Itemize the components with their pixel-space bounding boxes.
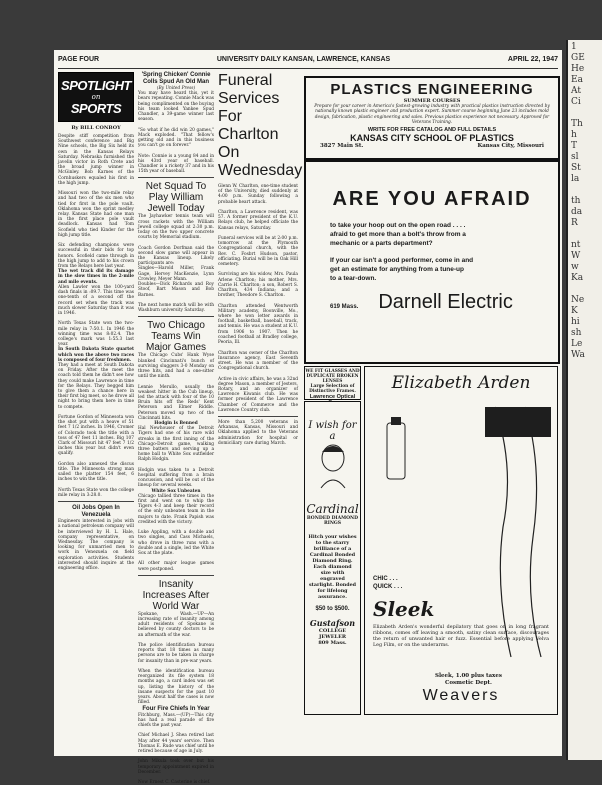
cardinal-price: $50 to $500. — [305, 606, 360, 612]
newspaper-page — [54, 50, 562, 756]
masthead — [58, 56, 558, 69]
net-squad-headline: Net Squad To Play William Jewell Today — [138, 181, 214, 214]
connie-credit: (By United Press) — [138, 86, 214, 91]
column-two — [138, 72, 214, 750]
sports-bold-para: The wet track did its damage in the slow times in the 2-mile and mile events. — [58, 269, 134, 285]
cardinal-sub: BONDED DIAMOND RINGS — [305, 516, 360, 526]
divider — [138, 575, 214, 576]
sox-subhead: White Sox Unbeaten — [138, 489, 214, 494]
arden-description: Elizabeth Arden's wonderful depilatory that goes on in long fragrant ribbons, comes off leaving a smooth, satiny clean surface, discourages the return of unwanted hair or fuzz. Essential before applying Velva Leg Film, or on the underarms. — [373, 625, 549, 649]
arden-chic: CHIC . . . QUICK . . . — [373, 575, 402, 591]
optical-name: Lawrence Optical — [305, 394, 360, 406]
arden-ad — [364, 366, 558, 715]
darnell-p2: If your car isn't a good performer, come in and get an estimate for anything from a tune-up to a tear-down. — [306, 256, 558, 283]
arden-sleek: Sleek — [373, 597, 434, 621]
insanity-body: Spokane, Wash.—UP—An increasing rate of insanity among adult residents of Spokane is believed by county doctors to be an aftermath of the war. The police identification bureau reports that 18 times as many persons are to be taken in charge for insanity than in pre-war years. When the identification bureau reorganized its file system 18 months ago, a card index was set up, listing the history of the insane suspects for the past 10 years. About half the cases is now filled. — [138, 612, 214, 706]
plastics-sub: SUMMER COURSES — [306, 98, 558, 104]
divider — [138, 177, 214, 178]
logo-on: on — [92, 93, 101, 101]
insanity-headline: Insanity Increases After World War — [138, 579, 214, 612]
page-number: PAGE FOUR — [58, 56, 99, 66]
plastics-address-row — [306, 143, 558, 149]
divider — [218, 416, 298, 417]
plastics-city: Kansas City, Missouri — [477, 143, 544, 149]
darnell-address: 619 Mass. — [330, 304, 358, 310]
gustafson-address: COLLEGE JEWELER 809 Mass. — [305, 628, 360, 646]
plastics-school: KANSAS CITY SCHOOL OF PLASTICS — [306, 133, 558, 143]
adjacent-page-edge — [566, 40, 602, 760]
model-legs-image — [455, 407, 551, 657]
connie-body: You may have heard this, yet it bears repeating. Connie Mack was being complimented on the buying his team looked Yankee Spud Chandler, a 39-game winner last season. "So what if he did win 20 games," Mack exploded. "That fellow's getting old and in this business you can't go on forever." Note: Connie is a young 84 and in his 43rd year of baseball. Chandler is a rickety 37 and in his 15th year of baseball. — [138, 91, 214, 174]
plastics-address: 3827 Main St. — [320, 143, 363, 149]
paper-name: UNIVERSITY DAILY KANSAN, LAWRENCE, KANSAS — [217, 56, 390, 66]
column-sports — [58, 72, 134, 750]
arden-logo: Elizabeth Arden — [365, 373, 557, 393]
optical-ad — [304, 366, 361, 400]
darnell-title: ARE YOU AFRAID — [306, 188, 558, 211]
sports-body-3: They had a meet at South Dakota on Friday. After the meet the coach told them he didn't see how they could make Lawrence in time for the Relays. They begged him to give them a chance here in their first big meet, so he drove all night to bring them here in time to compete. Fortune Gordon of Minnesota won the shot put with a heave of 51 feet 7 1/2 inches. In 1946, Cromer of Colorado took the title with a toss of 47 feet 11 inches. Big 107 Clark of Missouri hit 47 feet 7 1/2 inches this year but didn't even qualify. Gordon also annexed the discus title. The Minnesota strong man sailed the platter 154 feet, 6 inches to win the title. North Texas State won the college mile relay in 3:28.0. — [58, 363, 134, 498]
sports-bold-para-2: In South Dakota State quartet which won the above two races is composed of four freshmen. — [58, 347, 134, 363]
gustafson-wish: I wish for a — [305, 420, 360, 442]
sox-body: Chicago tallied three times in the first and went on to whip the Tigers 4-3 and keep their record of the only unbeaten team in the majors to date. Frank Papish was credited with the victory. Luke Appling, with a double and two singles, and Cass Michaels, who drove in three runs with a double and a single, led the White Sox at the plate. All other major league games were postponed. — [138, 494, 214, 572]
chicago-headline: Two Chicago Teams Win Major Games — [138, 320, 214, 353]
sports-body-2: Allen Lawler won the 100-yard dash finals in :09.7. This time was one-tenth of a second off the record set when the track was much slower Saturday than it was in 1946. North Texas State won the two-mile relay in 7:50.1. In 1946 the winning time was 8:02.4. The college's mark was 1:55.3 last year. — [58, 285, 134, 347]
logo-sports: SPORTS — [71, 101, 121, 116]
divider — [58, 501, 134, 502]
plastics-ad — [304, 76, 560, 160]
issue-date: APRIL 22, 1947 — [508, 56, 558, 66]
cardinal-text: Hitch your wishes to the starry brilliance of a Cardinal Bonded Diamond Ring. Each diamond size with engraved starlight. Bonded for lifelong assurance. — [305, 534, 360, 600]
oil-body: Engineers interested in jobs with a national petroleum company will be interviewed by H. L. Hale, company representative, on Wednesday. The company is looking for unmarried men to work in Venezuela on field exploration activities. Students interested should inquire at the engineering office. — [58, 519, 134, 571]
arden-price: Sleek, 1.00 plus taxes Cosmetic Dept. — [435, 673, 502, 687]
fire-chiefs-body: Fitchburg, Mass.—(UP)—This city has had a real parade of fire chiefs the past year. Chief Michael J. Shea retired last May after 44 years' service. Then Thomas E. Rude was chief until he retired because of age in July. John Mikula took over but his temporary appointment expired in December. Now Ernest C. Casterine is chief. — [138, 713, 214, 785]
woman-portrait-image — [315, 442, 351, 488]
logo-spotlight: SPOTLIGHT — [61, 78, 131, 93]
funeral-headline: Funeral Services For Charlton On Wednesday — [218, 72, 298, 180]
darnell-p1: to take your hoop out on the open road . . . . afraid to get more than a bolt's throw from a mechanic or a parts department? — [306, 221, 558, 248]
divider — [138, 316, 214, 317]
net-squad-lineup: Singles—Harold Miller, Frank Gage, Hervey MacKenzie, Lynn Crowley, Meyer Mann. Doubles—Dick Richards and Roy Stoof, Bart Mason and Bob Barnes. The next home match will be with Washburn university Saturday. — [138, 266, 214, 313]
hodgin-body: Hal Newhouser of the Detroit Tigers had one of his rare wild streaks in the first inning of the Chicago-Detroit game, walking three batters and serving up a home ball to White Sox outfielder Ralph Hodgin. Hodgin was taken to a Detroit hospital suffering from a brain concussion, and will be out of the lineup for several weeks. — [138, 426, 214, 488]
darnell-ad — [304, 160, 560, 364]
oil-headline: Oil Jobs Open In Venezuela — [58, 505, 134, 519]
arden-store: Weavers — [365, 687, 557, 705]
plastics-title: PLASTICS ENGINEERING — [306, 81, 558, 98]
chicago-body: The Chicago Cubs' Hank Wyse blanked Cincinnati's bunch of surviving sluggers 3-0 Monday on three hits, and had a one-sitter until the ninth. Lennie Merullo, usually the weakest hitter in the Cub lineup, led the attack with four of the 10 Bruin hits off the Reds' Kent Peterson and Elmer Riddle. Peterson moved up two of the Cincinnati hits. — [138, 353, 214, 421]
column-three — [218, 72, 298, 750]
hodgin-subhead: Hodgin Is Benned — [138, 421, 214, 426]
cardinal-logo: Cardinal — [305, 502, 360, 516]
fire-chiefs-headline: Four Fire Chiefs In Year — [138, 706, 214, 713]
optical-text: WE FIT GLASSES AND DUPLICATE BROKEN LENSES Large Selection of Distinctive Frames. — [305, 367, 360, 394]
veterans-body: More than 5,200 veterans in Arkansas, Kansas, Missouri and Oklahoma applied to the Veterans administration for hospital or domiciliary care during March. — [218, 420, 298, 446]
plastics-cta: WRITE FOR FREE CATALOG AND FULL DETAILS — [306, 127, 558, 133]
byline: By BILL CONBOY — [58, 125, 134, 131]
spotlight-logo — [58, 72, 134, 122]
funeral-body: Glenn W. Charlton, one-time student of the University, died suddenly at 4:00 p.m. Sunday following a probable heart attack. Charlton, a Lawrence resident, was 57. A former president of the K.U. Relays club, he helped officiate the Kansas relays, Saturday. Funeral services will be at 2:00 p.m. tomorrow at the Plymouth Congregational church, with the Rev. C. Fosbrt Hudson, pastor, officiating. Burial will be in Oak Hill cemetery. Surviving are his widow, Mrs. Paula Arlene Charlton; his mother, Mrs. Carrie H. Charlton; a son, Robert S. Charlton, 434 Indiana; and a brother, Theodore S. Charlton. Charlton attended Wentworth Military academy, Boonville, Mo., where he won letter awards in football, basketball, baseball, track, and tennis. He was a student at K.U. from 1906 to 1907. Then he coached football at Bradley college, Peoria, Ill. Charlton was owner of the Charlton Insurance agency, East Seventh street. He was a member of the Congregational church. Active in civic affairs, he was a 32nd degree Mason, a member of Jesters, Rotary, and an organizer of Lawrence Kiwanis club. He was former president of the Lawrence Chamber of Commerce and the Lawrence Country club. — [218, 184, 298, 413]
net-squad-body: The Jayhawker tennis team will cross rackets with the William Jewell college squad at 2:30 p.m. today on the two upper concrete courts by Memorial stadium. Coach Gordon Dorfman said the second slow game will appear in the Kansas lineup. Likely participants are: — [138, 214, 214, 266]
gustafson-ad — [304, 401, 361, 715]
gustafson-name: Gustafson — [305, 618, 360, 628]
adjacent-page-text: 1 GE He Ea At Ci Th h T sl St la th da R nt W w Ka Ne K hi sh Le Wa — [568, 40, 602, 764]
sleek-tube-image — [379, 417, 415, 487]
sports-body: Despite stiff competition from Southwest conference and Big Nine schools, the Big Six held its own in the Kansas Relays Saturday. Nebraska furnished the javelin victor in Roth Crete and the broad jump winner in McGinley. Bob Karnes of the Cornhuskers equaled his first in the high jump. Missouri won the two-mile relay and had two of the six men who tied for first in the pole vault. Oklahoma won the sprint medley relay. Kansas State had one man in the first place pole vault deadlock. Kansas had Tom Scofield who tied Kinder for the high jump title. Six defending champions were successful in their bids for top honors. Scofield came through in the high jump to add to his crown from the Relays here last year. — [58, 134, 134, 269]
connie-headline: 'Spring Chicken' Connie Colls Spud An Old Man — [138, 72, 214, 86]
darnell-name: Darnell Electric — [378, 291, 512, 314]
plastics-text: Prepare for your career in America's fastest-growing industry with practical plastics instruction directed by nationally known plastic engineer and production expert. Summer course beginning June 23 includes mold design, fabrication, plastic engineering and sales. Previous plastics experience not necessary. Approved for Veterans Training. — [306, 104, 558, 125]
darnell-footer — [306, 283, 558, 314]
